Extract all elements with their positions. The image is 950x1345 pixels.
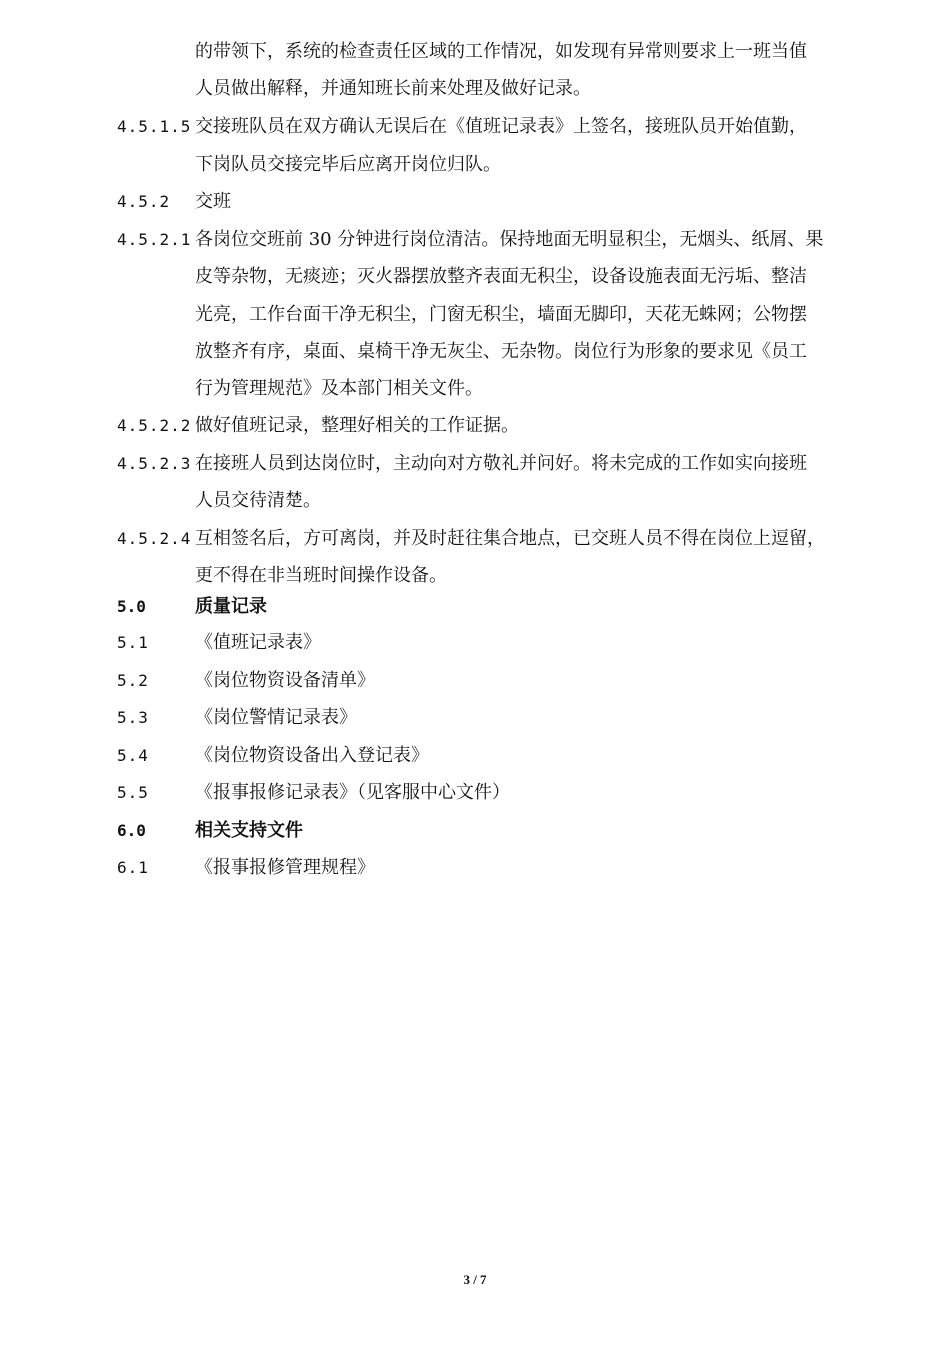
page-number: 3 / 7 bbox=[463, 1272, 487, 1287]
line-text: 人员交待清楚。 bbox=[195, 490, 321, 511]
line-text: 下岗队员交接完毕后应离开岗位归队。 bbox=[195, 154, 501, 175]
line-text: 人员做出解释，并通知班长前来处理及做好记录。 bbox=[195, 78, 591, 99]
section-number: 4.5.2.1 bbox=[117, 230, 192, 249]
section-number: 4.5.1.5 bbox=[117, 117, 192, 136]
list-item-text: 《值班记录表》 bbox=[195, 632, 321, 653]
list-item-text: 《岗位警情记录表》 bbox=[195, 707, 357, 728]
line-text: 光亮，工作台面干净无积尘，门窗无积尘，墙面无脚印，天花无蛛网；公物摆 bbox=[195, 304, 807, 325]
list-item-text: 《岗位物资设备清单》 bbox=[195, 670, 375, 691]
line-text: 各岗位交班前 30 分钟进行岗位清洁。保持地面无明显积尘，无烟头、纸屑、果 bbox=[195, 229, 824, 250]
section-number: 4.5.2.3 bbox=[117, 454, 192, 473]
line-text: 做好值班记录，整理好相关的工作证据。 bbox=[195, 415, 519, 436]
section-number: 5.0 bbox=[117, 597, 146, 616]
line-text: 交接班队员在双方确认无误后在《值班记录表》上签名，接班队员开始值勤， bbox=[195, 116, 807, 137]
list-item-text: 《报事报修记录表》（见客服中心文件） bbox=[195, 782, 510, 803]
section-title: 质量记录 bbox=[195, 596, 267, 617]
section-number: 4.5.2.4 bbox=[117, 529, 192, 548]
section-number: 6.1 bbox=[117, 858, 149, 877]
list-item-text: 《岗位物资设备出入登记表》 bbox=[195, 745, 429, 766]
line-text: 行为管理规范》及本部门相关文件。 bbox=[195, 378, 483, 399]
section-number: 5.2 bbox=[117, 671, 149, 690]
line-text: 的带领下，系统的检查责任区域的工作情况，如发现有异常则要求上一班当值 bbox=[195, 41, 807, 62]
list-item-text: 《报事报修管理规程》 bbox=[195, 857, 375, 878]
section-number: 6.0 bbox=[117, 821, 146, 840]
section-number: 4.5.2.2 bbox=[117, 416, 192, 435]
line-text: 皮等杂物，无痰迹；灭火器摆放整齐表面无积尘，设备设施表面无污垢、整洁 bbox=[195, 266, 807, 287]
line-text: 互相签名后，方可离岗，并及时赶往集合地点，已交班人员不得在岗位上逗留， bbox=[195, 528, 825, 549]
section-number: 5.3 bbox=[117, 708, 149, 727]
section-number: 5.4 bbox=[117, 746, 149, 765]
line-text: 更不得在非当班时间操作设备。 bbox=[195, 565, 447, 586]
section-title: 交班 bbox=[195, 191, 231, 212]
section-title: 相关支持文件 bbox=[195, 820, 303, 841]
section-number: 4.5.2 bbox=[117, 192, 171, 211]
line-text: 放整齐有序，桌面、桌椅干净无灰尘、无杂物。岗位行为形象的要求见《员工 bbox=[195, 341, 807, 362]
section-number: 5.1 bbox=[117, 633, 149, 652]
line-text: 在接班人员到达岗位时，主动向对方敬礼并问好。将未完成的工作如实向接班 bbox=[195, 453, 807, 474]
section-number: 5.5 bbox=[117, 783, 149, 802]
